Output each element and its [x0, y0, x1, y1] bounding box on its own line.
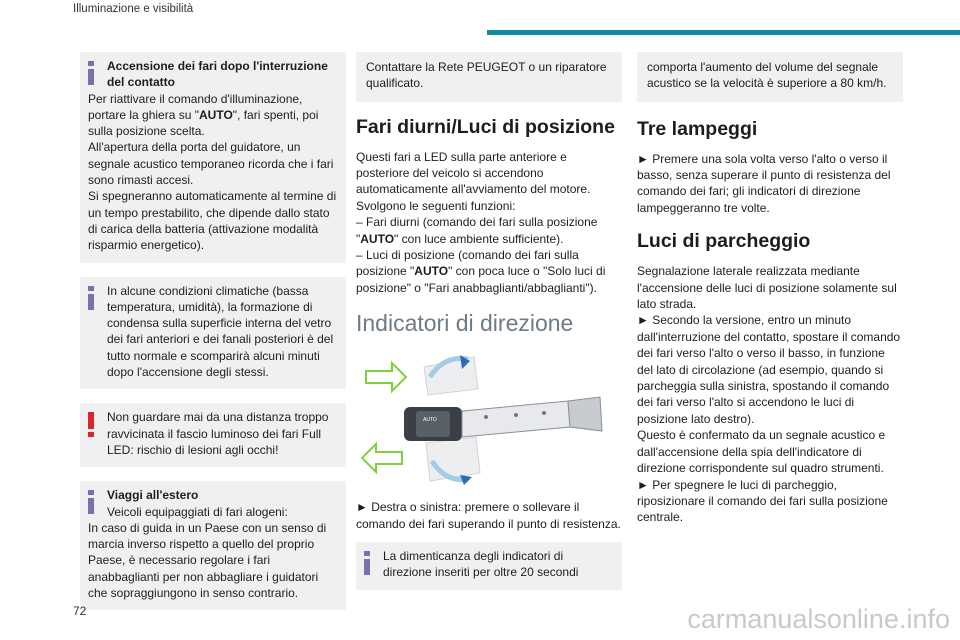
body-paragraph: ► Destra o sinistra: premere o sollevare il comando dei fari superando il punto di resistenza.: [356, 500, 621, 531]
body-paragraph: ► Secondo la versione, entro un minuto dall'interruzione del contatto, spostare il comando dei fari verso l'alto o verso il basso, in funzione del lato di circolazione (ad esempio, quando si parcheggia sulla sinistra, spostando il comando dei fari verso l'alto si accendono le luci di posizione lato destro).: [637, 313, 901, 426]
body-paragraph: Segnalazione laterale realizzata mediante l'accensione delle luci di posizione solamente sul lato strada.: [637, 264, 897, 312]
info-icon: [364, 551, 370, 575]
arrow-left-icon: [362, 444, 402, 472]
stalk-illustration: [356, 349, 622, 489]
stalk-shaft: [462, 401, 570, 437]
column-3: [637, 52, 903, 526]
warning-paragraph: Non guardare mai da una distanza troppo ravvicinata il fascio luminoso dei fari Full LED: rischio di lesioni agli occhi!: [107, 410, 329, 457]
note-box-condensation: [80, 277, 346, 390]
header-accent-bar: [487, 30, 960, 35]
stalk-down-ghost: [426, 437, 480, 481]
body-paragraph: ► Premere una sola volta verso l'alto o verso il basso, senza superare il punto di resistenza del comando dei fari; gli indicatori di direzione lampeggeranno tre volte.: [637, 151, 891, 215]
body-paragraph: Questi fari a LED sulla parte anteriore e posteriore del veicolo si accendono automaticamente all'avviamento del motore.: [356, 149, 591, 197]
column-1: [80, 52, 346, 624]
watermark: carmanualsonline.info: [687, 604, 950, 634]
note-paragraph: In caso di guida in un Paese con un senso di marcia inverso rispetto a quello del proprio Paese, è necessario regolare i fari anabbaglianti per non abbagliare i guidatori che sopraggiungono in senso contrario.: [88, 520, 327, 601]
note-title: Accensione dei fari dopo l'interruzione del contatto: [107, 59, 328, 90]
note-box-volume-increase: [637, 52, 903, 102]
note-paragraph: Si spegneranno automaticamente al termine di un tempo prestabilito, che dipende dallo stato di carica della batteria (attivazione modalità risparmio energetico).: [88, 189, 337, 253]
heading-daytime-lights: Fari diurni/Luci di posizione: [356, 115, 615, 138]
body-paragraph: ► Per spegnere le luci di parcheggio, riposizionare il comando dei fari sulla posizione centrale.: [637, 477, 888, 525]
note-paragraph: Contattare la Rete PEUGEOT o un riparatore qualificato.: [366, 60, 607, 91]
body-paragraph: Questo è confermato da un segnale acustico e dall'accensione della spia dell'indicatore di direzione corrispondente sul quadro strumenti.: [637, 428, 886, 476]
note-title: Viaggi all'estero: [107, 488, 199, 503]
note-paragraph: All'apertura della porta del guidatore, un segnale acustico temporaneo ricorda che i fari sono rimasti accesi.: [88, 140, 334, 188]
list-item: – Luci di posizione (comando dei fari sulla posizione "AUTO" con poca luce o "Solo luci di posizione" o "Fari anabbaglianti/abbaglianti").: [356, 248, 606, 295]
page-number: 72: [73, 604, 87, 618]
note-paragraph: comporta l'aumento del volume del segnale acustico se la velocità è superiore a 80 km/h.: [647, 60, 887, 91]
note-box-travel-abroad: [80, 481, 346, 610]
section-title: Illuminazione e visibilità: [73, 3, 194, 15]
note-paragraph: Veicoli equipaggiati di fari alogeni:: [107, 504, 288, 519]
info-icon: [88, 286, 94, 310]
note-box-headlights-after-ignition: [80, 52, 346, 263]
turn-indicator-diagram: [356, 349, 622, 489]
heading-turn-indicators: Indicatori di direzione: [356, 310, 574, 337]
column-2: [356, 52, 622, 604]
stalk-label-auto: AUTO: [423, 417, 437, 424]
stalk-up-ghost: [424, 357, 478, 395]
note-box-forgotten-indicator: [356, 542, 622, 590]
note-paragraph: Per riattivare il comando d'illuminazione, portare la ghiera su "AUTO", fari spenti, poi sulla posizione scelta.: [88, 91, 319, 139]
arrow-right-icon: [366, 363, 406, 391]
note-paragraph: La dimenticanza degli indicatori di direzione inseriti per oltre 20 secondi: [383, 549, 579, 580]
warning-box-full-led: [80, 403, 346, 467]
heading-parking-lights: Luci di parcheggio: [637, 230, 811, 253]
info-icon: [88, 490, 94, 514]
note-box-contact-network: [356, 52, 622, 102]
body-paragraph: Svolgono le seguenti funzioni:: [356, 198, 516, 213]
warning-icon: [88, 412, 94, 436]
note-paragraph: In alcune condizioni climatiche (bassa temperatura, umidità), la formazione di condensa sulla superficie interna del vetro dei fari anteriori e dei fanali posteriori è del tutto normale e scomparirà alcuni minuti dopo l'accensione degli stessi.: [107, 283, 334, 380]
list-item: – Fari diurni (comando dei fari sulla posizione "AUTO" con luce ambiente sufficiente).: [356, 215, 598, 246]
heading-three-flashes: Tre lampeggi: [637, 117, 758, 140]
info-icon: [88, 61, 94, 85]
